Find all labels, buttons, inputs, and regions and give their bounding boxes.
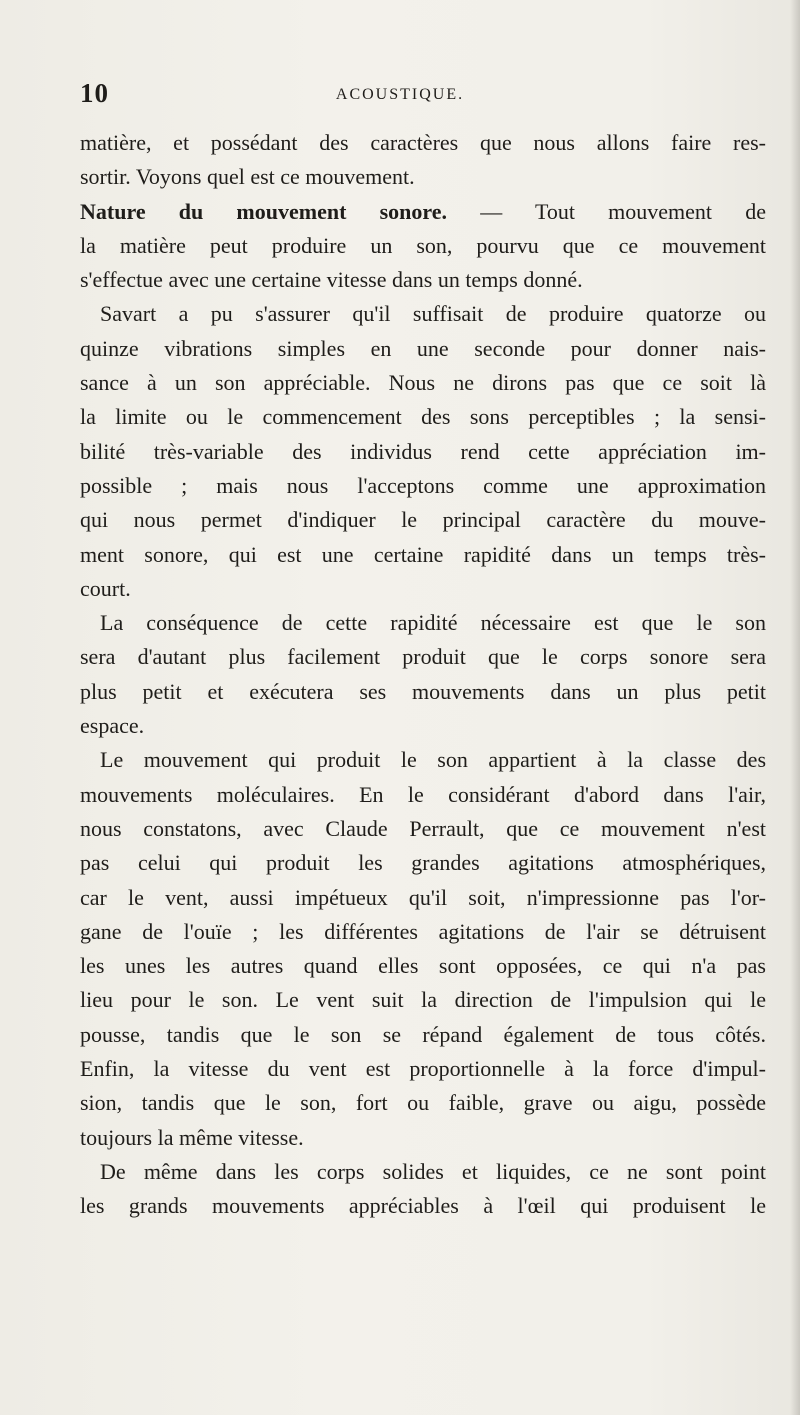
- text-line: [80, 915, 766, 949]
- line-text: sion, tandis que le son, fort ou faible, grave ou aigu, possède: [80, 1090, 766, 1116]
- line-text: — Tout mouvement de: [447, 198, 766, 224]
- text-line: [80, 503, 766, 537]
- text-line: [80, 435, 766, 469]
- text-line: [80, 675, 766, 709]
- line-text: s'effectue avec une certaine vitesse dans un temps donné.: [80, 267, 583, 293]
- line-text: court.: [80, 575, 131, 601]
- text-line: [80, 1189, 766, 1223]
- line-text: plus petit et exécutera ses mouvements dans un plus petit: [80, 678, 766, 704]
- line-text: toujours la même vitesse.: [80, 1124, 304, 1150]
- line-text: pas celui qui produit les grandes agitations atmosphériques,: [80, 850, 766, 876]
- line-text: matière, et possédant des caractères que nous allons faire res-: [80, 130, 766, 155]
- text-line: [80, 160, 766, 194]
- line-text: La conséquence de cette rapidité nécessaire est que le son: [100, 610, 766, 636]
- text-line: [80, 1086, 766, 1120]
- line-text: quinze vibrations simples en une seconde pour donner nais-: [80, 335, 766, 361]
- running-title: ACOUSTIQUE.: [335, 86, 465, 103]
- line-text: Le mouvement qui produit le son appartient à la classe des: [100, 747, 766, 773]
- text-line: [80, 572, 766, 606]
- line-text: qui nous permet d'indiquer le principal caractère du mouve-: [80, 507, 766, 533]
- text-line: [80, 709, 766, 743]
- line-text: la matière peut produire un son, pourvu que ce mouvement: [80, 232, 766, 258]
- line-text: sortir. Voyons quel est ce mouvement.: [80, 164, 415, 190]
- section-heading: Nature du mouvement sonore.: [80, 198, 448, 224]
- line-text: pousse, tandis que le son se répand également de tous côtés.: [80, 1021, 766, 1047]
- line-text: bilité très-variable des individus rend cette appréciation im-: [80, 438, 766, 464]
- text-line: [80, 1018, 766, 1052]
- line-text: ment sonore, qui est une certaine rapidité dans un temps très-: [80, 541, 766, 567]
- text-line: [80, 949, 766, 983]
- line-text: Savart a pu s'assurer qu'il suffisait de produire quatorze ou: [100, 301, 766, 327]
- line-text: lieu pour le son. Le vent suit la direction de l'impulsion qui le: [80, 987, 766, 1013]
- text-line: [80, 297, 766, 331]
- text-line: [80, 229, 766, 263]
- line-text: car le vent, aussi impétueux qu'il soit, n'impressionne pas l'or-: [80, 884, 766, 910]
- text-line: [80, 126, 766, 160]
- text-line: [80, 400, 766, 434]
- text-line: [80, 846, 766, 880]
- text-line: [80, 1155, 766, 1189]
- text-line: [80, 778, 766, 812]
- line-text: nous constatons, avec Claude Perrault, que ce mouvement n'est: [80, 815, 766, 841]
- line-text: espace.: [80, 713, 145, 739]
- text-line: [80, 195, 766, 229]
- text-line: [80, 1121, 766, 1155]
- text-line: [80, 812, 766, 846]
- text-line: [80, 1052, 766, 1086]
- line-text: les grands mouvements appréciables à l'œil qui produisent le: [80, 1193, 766, 1219]
- text-line: [80, 983, 766, 1017]
- line-text: De même dans les corps solides et liquides, ce ne sont point: [100, 1158, 766, 1184]
- text-line: [80, 606, 766, 640]
- line-text: gane de l'ouïe ; les différentes agitations de l'air se détruisent: [80, 918, 766, 944]
- line-text: la limite ou le commencement des sons perceptibles ; la sensi-: [80, 404, 766, 430]
- text-line: [80, 469, 766, 503]
- text-line: [80, 332, 766, 366]
- text-line: [80, 263, 766, 297]
- text-line: [80, 366, 766, 400]
- line-text: les unes les autres quand elles sont opposées, ce qui n'a pas: [80, 953, 766, 979]
- line-text: sera d'autant plus facilement produit que le corps sonore sera: [80, 644, 766, 670]
- page-edge-shadow: [790, 0, 800, 1415]
- text-line: [80, 743, 766, 777]
- text-line: [80, 881, 766, 915]
- body-text: [80, 126, 766, 1224]
- line-text: mouvements moléculaires. En le considérant d'abord dans l'air,: [80, 781, 766, 807]
- text-line: [80, 538, 766, 572]
- line-text: possible ; mais nous l'acceptons comme une approximation: [80, 472, 766, 498]
- text-line: [80, 640, 766, 674]
- line-text: Enfin, la vitesse du vent est proportionnelle à la force d'impul-: [80, 1056, 766, 1082]
- line-text: sance à un son appréciable. Nous ne dirons pas que ce soit là: [80, 370, 766, 396]
- page-number: 10: [80, 78, 109, 108]
- page-header: [80, 78, 720, 110]
